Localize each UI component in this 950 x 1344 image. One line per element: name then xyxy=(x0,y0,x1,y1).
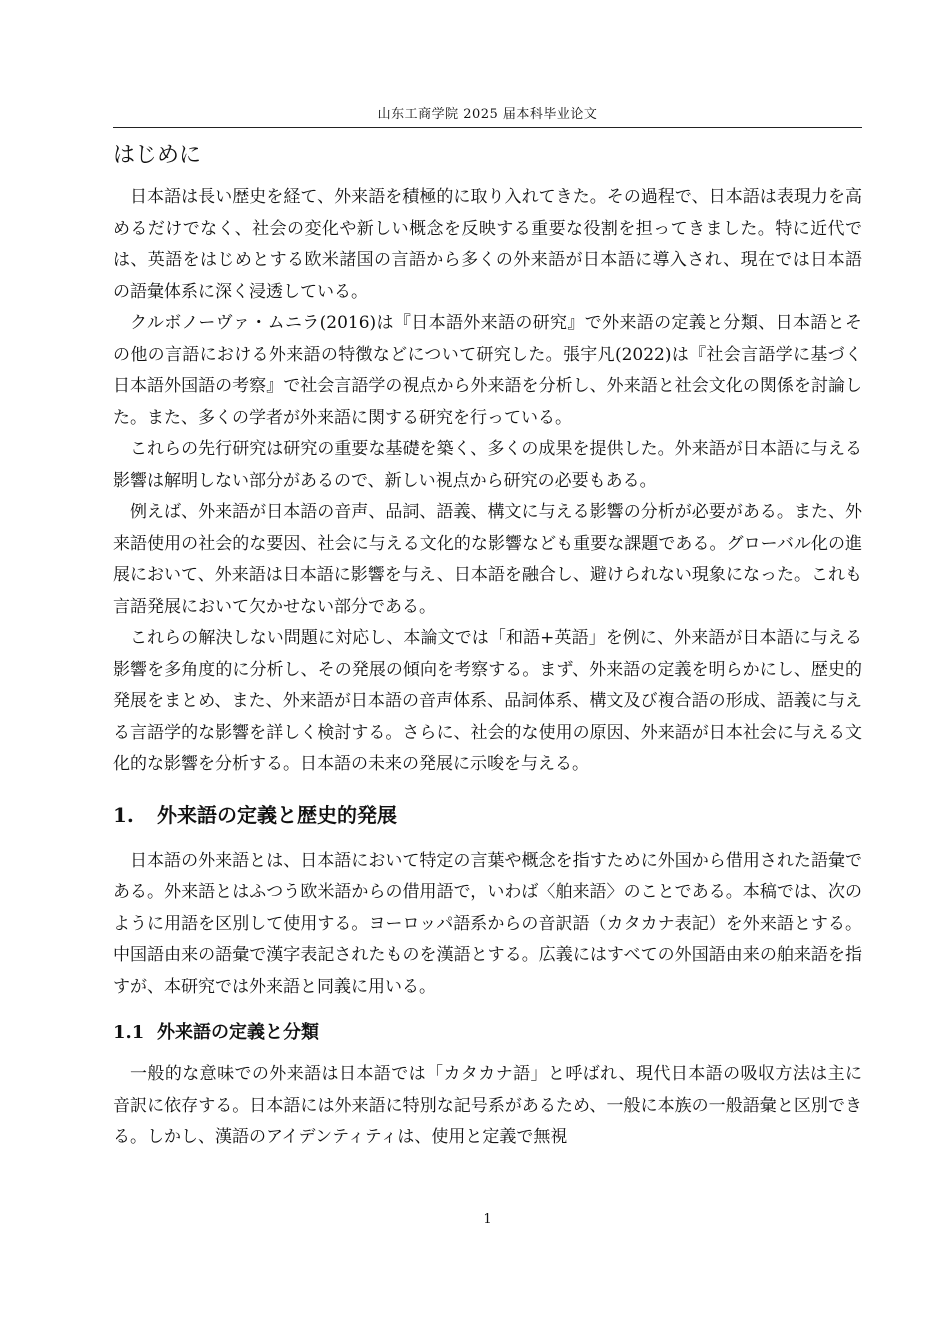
running-header: 山东工商学院 2025 届本科毕业论文 xyxy=(377,107,598,122)
page-body xyxy=(113,136,862,1154)
subsection-paragraph: 一般的な意味での外来語は日本語では「カタカナ語」と呼ばれ、現代日本語の吸収方法は主に音訳に依存する。日本語には外来語に特別な記号系があるため、一般に本族の一般語彙と区別できる。しかし、漢語のアイデンティティは、使用と定義で無視 xyxy=(113,1064,862,1147)
section-number: 1. xyxy=(113,802,134,827)
section-paragraph: 日本語の外来語とは、日本語において特定の言葉や概念を指すために外国から借用された語彙である。外来語とはふつう欧米語からの借用語で，いわば〈舶来語〉のことである。本稿では、次のように用語を区別して使用する。ヨーロッパ語系からの音訳語（カタカナ表記）を外来語とする。中国語由来の語彙で漢字表記されたものを漢語とする。広義にはすべての外国語由来の舶来語を指すが、本研究では外来語と同義に用いる。 xyxy=(113,850,862,997)
intro-paragraph: 例えば、外来語が日本語の音声、品詞、語義、構文に与える影響の分析が必要がある。また、外来語使用の社会的な要因、社会に与える文化的な影響なども重要な課題である。グローバル化の進展において、外来語は日本語に影響を与え、日本語を融合し、避けられない現象になった。これも言語発展において欠かせない部分である。 xyxy=(113,502,862,617)
subsection-number: 1.1 xyxy=(113,1022,145,1043)
intro-paragraph: 日本語は長い歴史を経て、外来語を積極的に取り入れてきた。その過程で、日本語は表現力を高めるだけでなく、社会の変化や新しい概念を反映する重要な役割を担ってきました。特に近代では、英語をはじめとする欧米諸国の言語から多くの外来語が日本語に導入され、現在では日本語の語彙体系に深く浸透している。 xyxy=(113,187,862,302)
section-heading xyxy=(113,781,862,846)
page-number: 1 xyxy=(483,1212,492,1227)
intro-paragraph: クルボノーヴァ・ムニラ(2016)は『日本語外来語の研究』で外来語の定義と分類、日本語とその他の言語における外来語の特徴などについて研究した。張宇凡(2022)は『社会言語学に基づく日本語外国語の考察』で社会言語学の視点から外来語を分析し、外来語と社会文化の関係を討論した。また、多くの学者が外来語に関する研究を行っている。 xyxy=(113,313,862,428)
section-title: 外来語の定義と歴史的発展 xyxy=(157,802,397,827)
subsection-title: 外来語の定義と分類 xyxy=(157,1022,319,1043)
header-rule xyxy=(113,127,862,128)
subsection-heading xyxy=(113,1003,862,1059)
intro-heading: はじめに xyxy=(113,143,202,168)
intro-paragraph: これらの先行研究は研究の重要な基礎を築く、多くの成果を提供した。外来語が日本語に与える影響は解明しない部分があるので、新しい視点から研究の必要もある。 xyxy=(113,439,862,491)
intro-paragraph: これらの解決しない問題に対応し、本論文では「和語+英語」を例に、外来語が日本語に与える影響を多角度的に分析し、その発展の傾向を考察する。まず、外来語の定義を明らかにし、歴史的発展をまとめ、また、外来語が日本語の音声体系、品詞体系、構文及び複合語の形成、語義に与える言語学的な影響を詳しく検討する。さらに、社会的な使用の原因、外来語が日本社会に与える文化的な影響を分析する。日本語の未来の発展に示唆を与える。 xyxy=(113,628,862,774)
